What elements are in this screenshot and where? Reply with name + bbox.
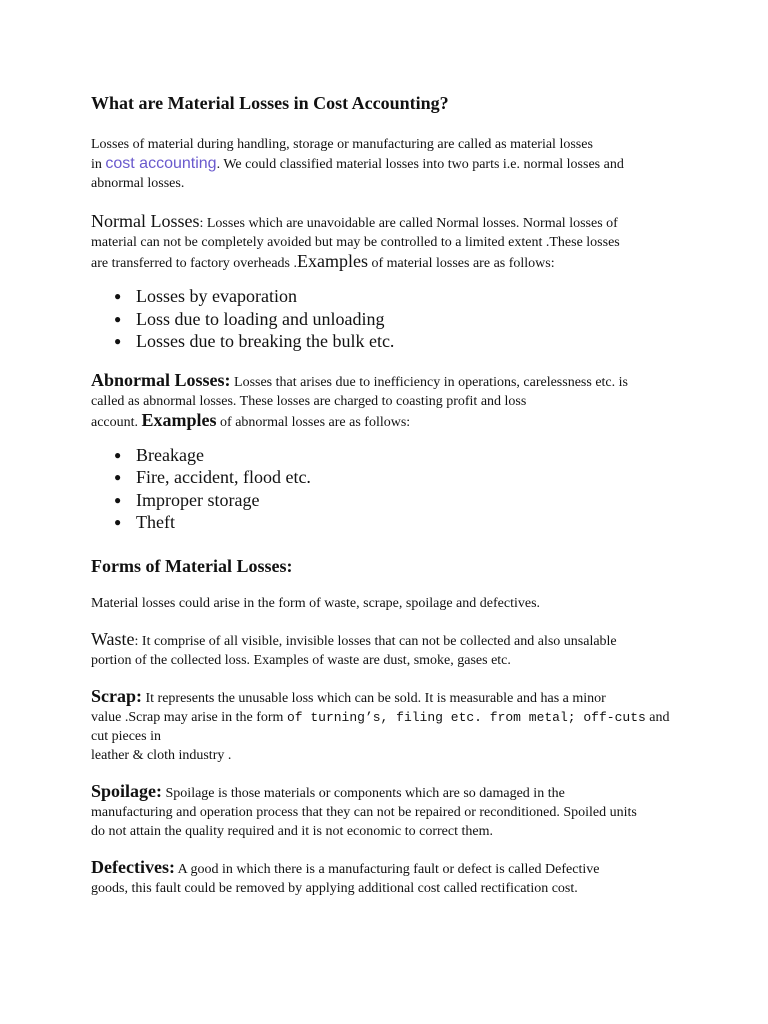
bullet-icon: ● [114, 311, 122, 326]
bullet-icon: ● [114, 492, 122, 507]
abnormal-losses-paragraph [91, 371, 681, 432]
normal-line-2: material can not be completely avoided but may be controlled to a limited extent .These losses [91, 235, 620, 250]
list-item-text: Losses by evaporation [136, 286, 297, 306]
waste-paragraph [91, 630, 681, 670]
scrap-line-2-pre: value .Scrap may arise in the form [91, 709, 287, 725]
scrap-line-2-post: and cut pieces in [91, 709, 670, 744]
abnormal-losses-list [91, 444, 681, 534]
document-page [91, 92, 681, 898]
list-item [114, 511, 681, 534]
scrap-line-2-mono: of turning’s, filing etc. from metal; off-cuts [286, 709, 646, 725]
bullet-icon: ● [114, 515, 122, 529]
scrap-line-1: It represents the unusable loss which can be sold. It is measurable and has a minor [142, 690, 606, 706]
intro-line-3: abnormal losses. [91, 176, 185, 191]
spoilage-paragraph [91, 782, 681, 841]
spoilage-line-1: Spoilage is those materials or components which are so damaged in the [162, 785, 565, 801]
list-item-text: Improper storage [136, 489, 260, 510]
scrap-line-3: leather & cloth industry . [91, 747, 232, 763]
list-item [114, 444, 681, 467]
spoilage-heading: Spoilage: [91, 780, 163, 801]
list-item [114, 308, 681, 331]
abnormal-line-1: Losses that arises due to inefficiency in operations, carelessness etc. is [230, 374, 628, 390]
normal-line-3-pre: are transferred to factory overheads . [91, 256, 298, 271]
intro-paragraph [91, 135, 681, 193]
abnormal-line-3-pre: account. [91, 414, 142, 430]
bullet-icon: ● [114, 334, 122, 348]
list-item [114, 466, 681, 489]
page-title: What are Material Losses in Cost Accounting? [91, 93, 449, 113]
scrap-paragraph [91, 687, 681, 765]
bullet-icon: ● [114, 289, 122, 303]
scrap-heading: Scrap: [91, 685, 142, 706]
spoilage-line-2: manufacturing and operation process that they can not be repaired or reconditioned. Spoiled units [91, 804, 637, 820]
normal-examples-word: Examples [297, 251, 368, 271]
abnormal-line-3-post: of abnormal losses are as follows: [216, 414, 411, 430]
forms-paragraph: Material losses could arise in the form of waste, scrape, spoilage and defectives. [91, 595, 541, 611]
intro-line-1: Losses of material during handling, storage or manufacturing are called as material losses [91, 137, 593, 152]
waste-line-1: : It comprise of all visible, invisible losses that can not be collected and also unsalable [134, 633, 617, 649]
list-item [114, 330, 681, 353]
list-item [114, 285, 681, 308]
defectives-line-2: goods, this fault could be removed by applying additional cost called rectification cost. [91, 880, 578, 896]
list-item-text: Fire, accident, flood etc. [136, 467, 311, 487]
intro-line-2-pre: in [91, 157, 106, 172]
list-item-text: Loss due to loading and unloading [136, 308, 385, 329]
defectives-paragraph [91, 858, 681, 898]
intro-line-2-post: . We could classified material losses into two parts i.e. normal losses and [216, 157, 624, 172]
list-item-text: Breakage [136, 444, 204, 465]
abnormal-losses-heading: Abnormal Losses: [91, 369, 231, 390]
normal-losses-list [91, 285, 681, 353]
normal-losses-paragraph [91, 212, 681, 273]
waste-line-2: portion of the collected loss. Examples of waste are dust, smoke, gases etc. [91, 652, 511, 668]
forms-heading: Forms of Material Losses: [91, 555, 293, 576]
defectives-line-1: A good in which there is a manufacturing fault or defect is called Defective [174, 861, 600, 877]
list-item-text: Theft [136, 512, 175, 532]
bullet-icon: ● [114, 447, 122, 462]
abnormal-line-2: called as abnormal losses. These losses are charged to coasting profit and loss [91, 393, 527, 409]
bullet-icon: ● [114, 470, 122, 484]
waste-heading: Waste [91, 628, 135, 649]
defectives-heading: Defectives: [91, 856, 175, 877]
normal-line-1: : Losses which are unavoidable are called Normal losses. Normal losses of [199, 216, 618, 231]
normal-line-3-post: of material losses are as follows: [368, 256, 555, 271]
normal-losses-heading: Normal Losses [91, 211, 200, 231]
abnormal-examples-word: Examples [141, 409, 217, 430]
cost-accounting-link[interactable]: cost accounting [105, 155, 217, 172]
spoilage-line-3: do not attain the quality required and it is not economic to correct them. [91, 823, 493, 839]
list-item-text: Losses due to breaking the bulk etc. [136, 331, 395, 351]
list-item [114, 489, 681, 512]
